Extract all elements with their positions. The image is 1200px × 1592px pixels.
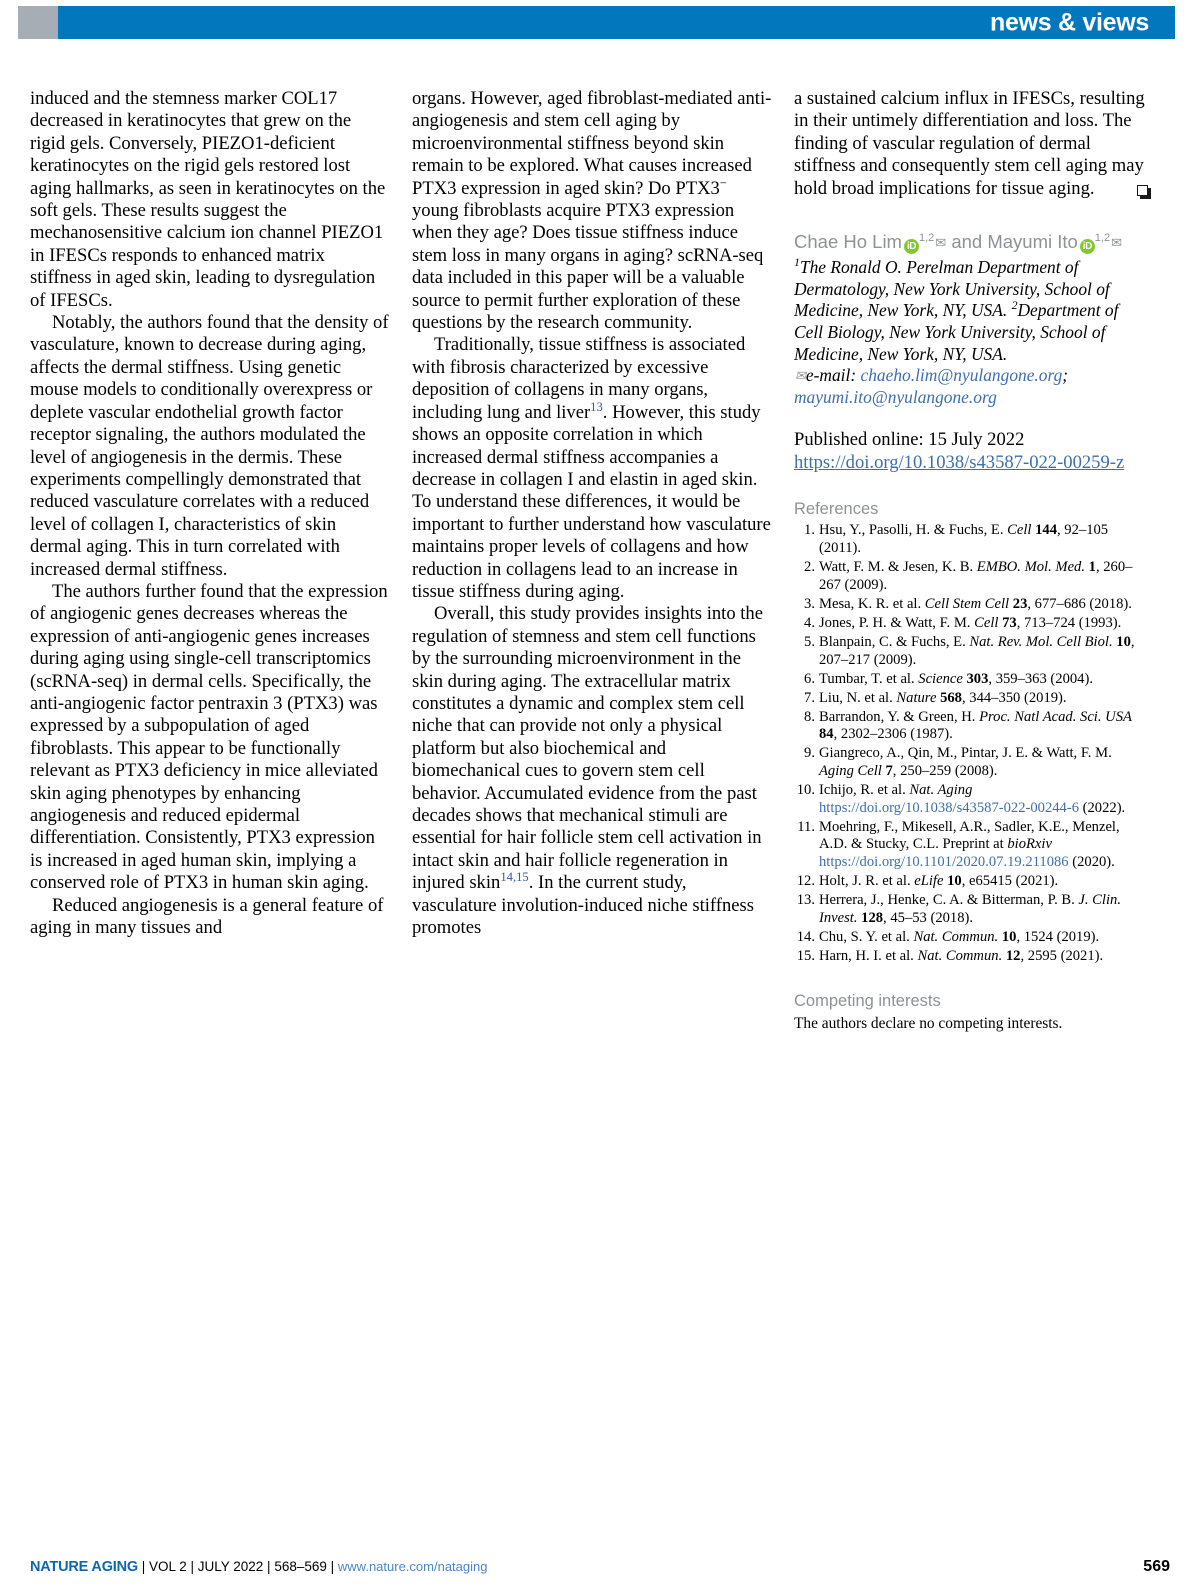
footer-url[interactable]: www.nature.com/nataging	[337, 1559, 488, 1574]
paragraph-text-a: organs. However, aged fibroblast-mediated anti-angiogenesis and stem cell aging by microenvironmental stiffness beyond skin remain to be explored. What causes increased PTX3 expression in aged skin? Do PTX3	[412, 88, 772, 199]
paragraph	[412, 334, 772, 603]
reference-item: Hsu, Y., Pasolli, H. & Fuchs, E. Cell 144, 92–105 (2011).	[819, 522, 1109, 556]
reference-item: Barrandon, Y. & Green, H. Proc. Natl Acad. Sci. USA 84, 2302–2306 (1987).	[819, 708, 1132, 743]
email-separator: ;	[1062, 365, 1069, 386]
affiliation-marker-2: 2	[1011, 298, 1018, 313]
paragraph-text-a: Traditionally, tissue stiffness is associated with fibrosis characterized by excessive deposition of collagens in many organs, including lung and liver	[412, 334, 746, 423]
affiliation-text-2: Department of Cell Biology, New York University, School of Medicine, New York, NY, USA.	[794, 300, 1119, 364]
lead-paragraph-wrapper	[794, 88, 1150, 200]
paragraph: induced and the stemness marker COL17 decreased in keratinocytes that grew on the rigid gels. Conversely, PIEZO1-deficient keratinocytes on the rigid gels restored lost aging hallmarks, as seen in keratinocytes on the soft gels. These results suggest the mechanosensitive calcium ion channel PIEZO1 in IFESCs responds to enhanced matrix stiffness in aged skin, leading to dysregulation of IFESCs.	[30, 88, 386, 311]
column-two	[412, 88, 772, 1033]
header-blue-bar	[58, 6, 1175, 39]
references-heading: References	[794, 500, 879, 519]
page-footer	[30, 1558, 1170, 1576]
competing-interests-body: The authors declare no competing interests.	[794, 1014, 1063, 1032]
reference-item: Blanpain, C. & Fuchs, E. Nat. Rev. Mol. Cell Biol. 10, 207–217 (2009).	[819, 633, 1135, 668]
section-title: news & views	[990, 8, 1149, 36]
envelope-icon[interactable]: ✉	[935, 235, 947, 251]
paragraph-text-b: . However, this study shows an opposite correlation in which increased dermal stiffness accompanies a decrease in collagen I and elastin in aged skin. To understand these differences, it would be important to further understand how vasculature maintains proper levels of collagens and how reduction in collagens lead to an increase in tissue stiffness during aging.	[412, 401, 771, 602]
reference-item: Watt, F. M. & Jesen, K. B. EMBO. Mol. Med. 1, 260–267 (2009).	[819, 559, 1133, 593]
reference-marker[interactable]: 14,15	[500, 870, 529, 885]
paragraph: Reduced angiogenesis is a general feature of aging in many tissues and	[30, 894, 384, 939]
superscript-minus: −	[719, 175, 727, 190]
paragraph	[412, 88, 772, 334]
envelope-icon[interactable]: ✉	[1111, 235, 1122, 251]
paragraph: Notably, the authors found that the density of vasculature, known to decrease during aging, affects the dermal stiffness. Using genetic mouse models to conditionally overexpress or deplete vascular endothelial growth factor receptor signaling, the authors modulated the level of angiogenesis in the dermis. These experiments compellingly demonstrated that reduced vasculature correlates with a reduced level of collagen I, characteristics of skin dermal aging. This in turn correlated with increased dermal stiffness.	[30, 312, 389, 580]
reference-item: Herrera, J., Henke, C. A. & Bitterman, P. B. J. Clin. Invest. 128, 45–53 (2018).	[819, 892, 1121, 926]
end-of-article-icon	[1137, 185, 1150, 198]
author-name-1: Chae Ho Lim	[794, 231, 902, 253]
email-link-1[interactable]: chaeho.lim@nyulangone.org	[860, 365, 1063, 386]
footer-citation	[30, 1559, 487, 1575]
paragraph: The authors further found that the expression of angiogenic genes decreases whereas the expression of anti-angiogenic genes increases during aging using single-cell transcriptomics (scRNA-seq) in dermal cells. Specifically, the anti-angiogenic factor pentraxin 3 (PTX3) was expressed by a subpopulation of aged fibroblasts. This appear to be functionally relevant as PTX3 deficiency in mice alleviated skin aging phenotypes by enhancing angiogenesis and reduced epidermal differentiation. Consistently, PTX3 expression is increased in aged human skin, implying a conserved role of PTX3 in human skin aging.	[30, 580, 388, 894]
doi-link[interactable]: https://doi.org/10.1038/s43587-022-00259-z	[794, 452, 1125, 474]
reference-item: Ichijo, R. et al. Nat. Aging https://doi.org/10.1038/s43587-022-00244-6 (2022).	[819, 782, 1126, 816]
reference-item: Holt, J. R. et al. eLife 10, e65415 (2021).	[819, 873, 1059, 890]
published-date: Published online: 15 July 2022	[794, 429, 1025, 451]
author-byline	[794, 226, 1150, 255]
paragraph-text-b: young fibroblasts acquire PTX3 expression when they age? Does tissue stiffness induce stem loss in many organs in aging? scRNA-seq data included in this paper will be a valuable source to permit further exploration of these questions by the research community.	[412, 200, 764, 334]
footer-journal-name: NATURE AGING	[30, 1559, 138, 1575]
column-three	[794, 88, 1150, 1033]
orcid-icon[interactable]: iD	[904, 239, 919, 254]
reference-item: Tumbar, T. et al. Science 303, 359–363 (2004).	[819, 670, 1093, 687]
author-affiliation-marker: 1,2	[1094, 232, 1111, 245]
paragraph	[412, 603, 772, 939]
reference-item: Jones, P. H. & Watt, F. M. Cell 73, 713–724 (1993).	[819, 614, 1122, 631]
envelope-icon: ✉	[795, 368, 806, 384]
author-affiliation-marker: 1,2	[918, 232, 935, 245]
paragraph-text-a: Overall, this study provides insights into the regulation of stemness and stem cell functions by the surrounding microenvironment in the skin during aging. The extracellular matrix constitutes a dynamic and complex stem cell niche that can provide not only a physical platform but also biochemical and biomechanical cues to govern stem cell behavior. Accumulated evidence from the past decades shows that mechanical stimuli are essential for hair follicle stem cell activation in intact skin and hair follicle regeneration in injured skin	[412, 603, 763, 894]
reference-marker[interactable]: 13	[590, 399, 603, 414]
orcid-icon[interactable]: iD	[1080, 239, 1095, 254]
affiliation-marker-1: 1	[794, 255, 800, 270]
reference-item: Mesa, K. R. et al. Cell Stem Cell 23, 677–686 (2018).	[819, 595, 1132, 612]
affiliations	[794, 257, 1150, 365]
email-block	[794, 365, 1150, 408]
reference-item: Liu, N. et al. Nature 568, 344–350 (2019).	[819, 689, 1067, 706]
column-one	[30, 88, 390, 1033]
email-link-2[interactable]: mayumi.ito@nyulangone.org	[794, 386, 997, 407]
page-header	[0, 6, 1200, 39]
paragraph-text-b: . In the current study, vasculature involution-induced niche stiffness promotes	[412, 872, 755, 939]
footer-volume-info: | VOL 2 | JULY 2022 | 568–569 |	[137, 1559, 338, 1574]
competing-interests-heading: Competing interests	[794, 991, 941, 1010]
email-label: e-mail:	[805, 365, 857, 386]
reference-list	[794, 522, 1150, 965]
author-connector: and	[951, 231, 983, 253]
article-columns	[30, 88, 1170, 1033]
header-grey-block	[18, 6, 58, 39]
reference-item: Giangreco, A., Qin, M., Pintar, J. E. & Watt, F. M. Aging Cell 7, 250–259 (2008).	[819, 745, 1112, 780]
affiliation-text-1: The Ronald O. Perelman Department of Dermatology, New York University, School of Medicine, New York, NY, USA.	[794, 257, 1110, 321]
author-name-2: Mayumi Ito	[987, 231, 1078, 253]
reference-item: Chu, S. Y. et al. Nat. Commun. 10, 1524 (2019).	[819, 928, 1100, 945]
paragraph: a sustained calcium influx in IFESCs, resulting in their untimely differentiation and loss. The finding of vascular regulation of dermal stiffness and consequently stem cell aging may hold broad implications for tissue aging.	[794, 88, 1145, 199]
reference-item: Moehring, F., Mikesell, A.R., Sadler, K.E., Menzel, A.D. & Stucky, C.L. Preprint at bioRxiv https://doi.org/10.1101/2020.07.19.211086 (2020).	[819, 818, 1120, 871]
page-number: 569	[1143, 1558, 1170, 1575]
reference-item: Harn, H. I. et al. Nat. Commun. 12, 2595 (2021).	[819, 948, 1104, 964]
